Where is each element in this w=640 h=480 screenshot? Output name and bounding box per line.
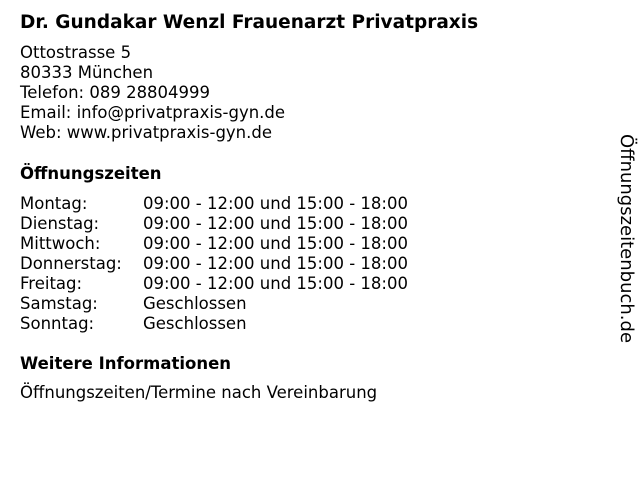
hours-day: Sonntag: (20, 314, 95, 333)
opening-hours-heading: Öffnungszeiten (20, 164, 162, 183)
side-watermark-label: Öffnungszeitenbuch.de (616, 134, 637, 344)
page-title: Dr. Gundakar Wenzl Frauenarzt Privatpraxis (20, 12, 479, 33)
hours-row-wednesday (20, 234, 408, 254)
hours-time: Geschlossen (143, 314, 247, 333)
hours-day: Samstag: (20, 294, 98, 313)
hours-time: 09:00 - 12:00 und 15:00 - 18:00 (143, 234, 408, 253)
hours-row-friday (20, 274, 408, 294)
hours-day: Freitag: (20, 274, 83, 293)
hours-day: Mittwoch: (20, 234, 101, 253)
hours-time: 09:00 - 12:00 und 15:00 - 18:00 (143, 194, 408, 213)
hours-row-sunday (20, 314, 408, 334)
email-address: Email: info@privatpraxis-gyn.de (20, 103, 286, 122)
hours-day: Montag: (20, 194, 88, 213)
street-address: Ottostrasse 5 (20, 43, 132, 62)
phone-number: Telefon: 089 28804999 (20, 83, 211, 102)
further-info-text: Öffnungszeiten/Termine nach Vereinbarung (20, 383, 378, 402)
hours-row-saturday (20, 294, 408, 314)
hours-time: 09:00 - 12:00 und 15:00 - 18:00 (143, 214, 408, 233)
hours-time: 09:00 - 12:00 und 15:00 - 18:00 (143, 274, 408, 293)
hours-day: Donnerstag: (20, 254, 122, 273)
hours-day: Dienstag: (20, 214, 100, 233)
hours-time: Geschlossen (143, 294, 247, 313)
website-address: Web: www.privatpraxis-gyn.de (20, 123, 273, 142)
further-info-heading: Weitere Informationen (20, 354, 232, 373)
hours-row-tuesday (20, 214, 408, 234)
hours-row-thursday (20, 254, 408, 274)
hours-time: 09:00 - 12:00 und 15:00 - 18:00 (143, 254, 408, 273)
address-block (20, 43, 285, 143)
opening-hours-table (20, 194, 408, 334)
hours-row-monday (20, 194, 408, 214)
city-address: 80333 München (20, 63, 154, 82)
